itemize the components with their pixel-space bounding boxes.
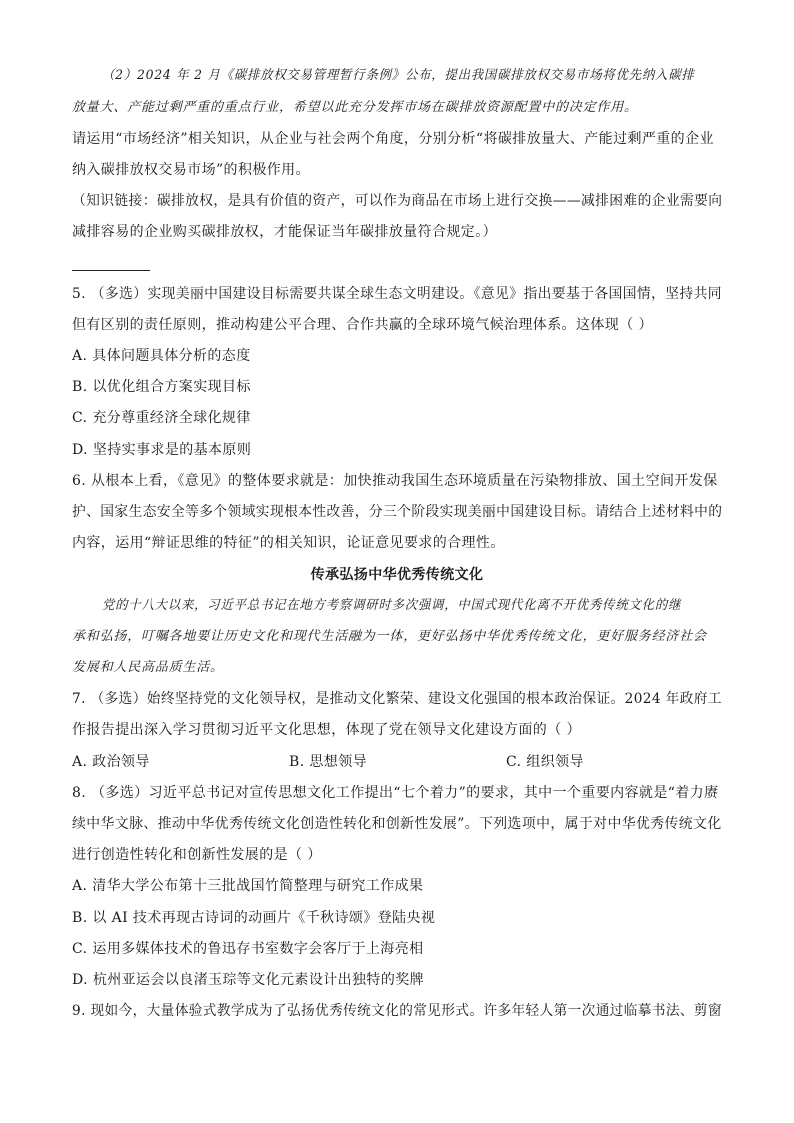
q5-stem-line1: 5. （多选）实现美丽中国建设目标需要共谋全球生态文明建设。《意见》指出要基于各国国情，坚持共同 xyxy=(72,286,722,302)
q4-part2-task-line2: 纳入碳排放权交易市场”的积极作用。 xyxy=(72,162,310,178)
q7-option-a: A. 政治领导 xyxy=(72,754,150,770)
q9-line1: 9. 现如今，大量体验式教学成为了弘扬优秀传统文化的常见形式。许多年轻人第一次通过临摹书法、剪窗 xyxy=(72,1003,723,1019)
q8-option-a: A. 清华大学公布第十三批战国竹简整理与研究工作成果 xyxy=(72,878,424,894)
q8-option-b: B. 以 AI 技术再现古诗词的动画片《千秋诗颂》登陆央视 xyxy=(72,910,436,926)
q5-option-c: C. 充分尊重经济全球化规律 xyxy=(72,410,251,426)
section-intro-line1: 党的十八大以来，习近平总书记在地方考察调研时多次强调，中国式现代化离不开优秀传统文化的继 xyxy=(102,598,682,613)
q7-option-c: C. 组织领导 xyxy=(506,754,584,770)
q4-part2-material-line1: （2）2024 年 2 月《碳排放权交易管理暂行条例》公布，提出我国碳排放权交易市场将优先纳入碳排 xyxy=(102,68,695,83)
q8-line2: 续中华文脉、推动中华优秀传统文化创造性转化和创新性发展”。下列选项中，属于对中华优秀传统文化 xyxy=(72,816,722,832)
knowledge-link-line1: （知识链接：碳排放权，是具有价值的资产，可以作为商品在市场上进行交换——减排困难的企业需要向 xyxy=(72,193,723,209)
q8-option-c: C. 运用多媒体技术的鲁迅存书室数字会客厅于上海亮相 xyxy=(72,941,424,957)
q4-part2-task-line1: 请运用“市场经济”相关知识，从企业与社会两个角度，分别分析“将碳排放量大、产能过剩严重的企业 xyxy=(72,131,714,147)
q8-line1: 8. （多选）习近平总书记对宣传思想文化工作提出“七个着力”的要求，其中一个重要内容就是“着力赓 xyxy=(72,785,719,801)
section-title: 传承弘扬中华优秀传统文化 xyxy=(310,567,484,583)
q4-part2-material-line2: 放量大、产能过剩严重的重点行业，希望以此充分发挥市场在碳排放资源配置中的决定作用。 xyxy=(72,100,638,115)
q6-line2: 护、国家生态安全等多个领域实现根本性改善，分三个阶段实现美丽中国建设目标。请结合上述材料中的 xyxy=(72,504,723,520)
section-intro-line2: 承和弘扬，叮嘱各地要让历史文化和现代生活融为一体，更好弘扬中华优秀传统文化，更好服务经济社会 xyxy=(72,629,707,644)
answer-blank-line xyxy=(72,270,150,271)
q5-option-d: D. 坚持实事求是的基本原则 xyxy=(72,442,252,458)
q5-stem-line2: 但有区别的责任原则，推动构建公平合理、合作共赢的全球环境气候治理体系。这体现（ ） xyxy=(72,317,653,333)
q6-line1: 6. 从根本上看，《意见》的整体要求就是：加快推动我国生态环境质量在污染物排放、国土空间开发保 xyxy=(72,473,718,489)
q5-option-a: A. 具体问题具体分析的态度 xyxy=(72,348,251,364)
q6-line3: 内容，运用“辩证思维的特征”的相关知识，论证意见要求的合理性。 xyxy=(72,535,505,551)
q8-line3: 进行创造性转化和创新性发展的是（ ） xyxy=(72,847,322,863)
q5-option-b: B. 以优化组合方案实现目标 xyxy=(72,379,251,395)
q7-line1: 7. （多选）始终坚持党的文化领导权，是推动文化繁荣、建设文化强国的根本政治保证。2024 年政府工 xyxy=(72,691,722,707)
knowledge-link-line2: 减排容易的企业购买碳排放权，才能保证当年碳排放量符合规定。） xyxy=(72,224,497,240)
section-intro-line3: 发展和人民高品质生活。 xyxy=(72,660,224,675)
q7-option-b: B. 思想领导 xyxy=(289,754,367,770)
q7-line2: 作报告提出深入学习贯彻习近平文化思想，体现了党在领导文化建设方面的（ ） xyxy=(72,722,581,738)
q8-option-d: D. 杭州亚运会以良渚玉琮等文化元素设计出独特的奖牌 xyxy=(72,972,425,988)
